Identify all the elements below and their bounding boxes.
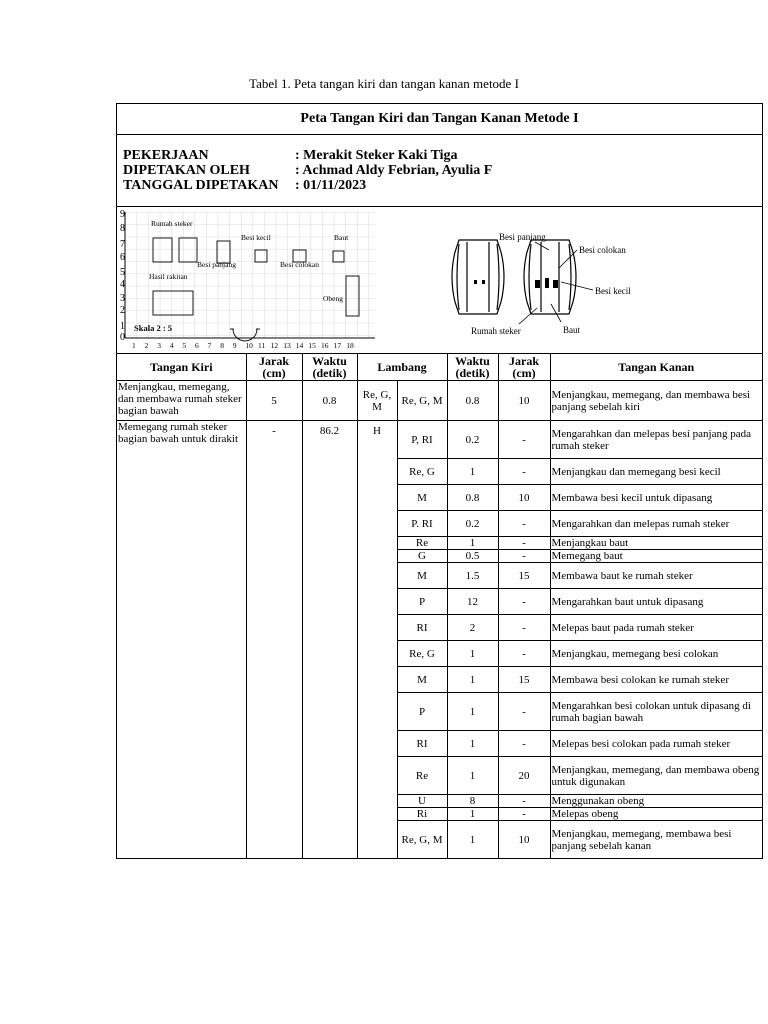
header-jarak-left: Jarak (cm) bbox=[246, 354, 302, 381]
right-desc: Melepas obeng bbox=[550, 808, 762, 821]
assembly-label-besi-kecil: Besi kecil bbox=[595, 286, 631, 296]
info-label-pekerjaan: PEKERJAAN bbox=[123, 148, 209, 163]
right-jarak: - bbox=[498, 641, 550, 667]
right-jarak: - bbox=[498, 589, 550, 615]
y-tick-6: 6 bbox=[120, 252, 125, 263]
x-tick: 14 bbox=[295, 341, 304, 350]
right-lambang: P bbox=[397, 693, 447, 731]
right-desc: Menjangkau, memegang besi colokan bbox=[550, 641, 762, 667]
right-jarak: - bbox=[498, 550, 550, 563]
right-desc: Mengarahkan dan melepas rumah steker bbox=[550, 511, 762, 537]
right-desc: Melepas baut pada rumah steker bbox=[550, 615, 762, 641]
right-desc: Memegang baut bbox=[550, 550, 762, 563]
right-lambang: U bbox=[397, 795, 447, 808]
right-lambang: Re bbox=[397, 757, 447, 795]
right-lambang: M bbox=[397, 667, 447, 693]
left-waktu: 86.2 bbox=[302, 421, 357, 859]
label-baut: Baut bbox=[334, 233, 349, 242]
right-lambang: Re bbox=[397, 537, 447, 550]
right-desc: Menjangkau, memegang, dan membawa besi panjang sebelah kiri bbox=[550, 381, 762, 421]
left-lambang: Re, G, M bbox=[357, 381, 397, 421]
table-row bbox=[117, 381, 762, 421]
left-waktu: 0.8 bbox=[302, 381, 357, 421]
y-tick-1: 1 bbox=[120, 321, 125, 332]
right-jarak: - bbox=[498, 421, 550, 459]
right-desc: Menjangkau baut bbox=[550, 537, 762, 550]
x-tick: 17 bbox=[333, 341, 342, 350]
x-tick: 13 bbox=[283, 341, 291, 350]
x-tick: 3 bbox=[157, 341, 161, 350]
right-waktu: 1 bbox=[447, 808, 498, 821]
right-waktu: 8 bbox=[447, 795, 498, 808]
right-jarak: - bbox=[498, 511, 550, 537]
right-waktu: 0.8 bbox=[447, 381, 498, 421]
right-waktu: 1 bbox=[447, 641, 498, 667]
assembly-label-besi-panjang: Besi panjang bbox=[499, 232, 546, 242]
x-tick: 16 bbox=[321, 341, 329, 350]
left-right-hand-table bbox=[117, 353, 762, 859]
right-waktu: 0.5 bbox=[447, 550, 498, 563]
right-waktu: 1 bbox=[447, 821, 498, 859]
x-tick: 15 bbox=[308, 341, 316, 350]
label-besi-panjang: Besi panjang bbox=[197, 260, 236, 269]
x-tick: 6 bbox=[195, 341, 199, 350]
header-lambang: Lambang bbox=[357, 354, 447, 381]
left-desc: Memegang rumah steker bagian bawah untuk dirakit bbox=[117, 421, 246, 859]
right-jarak: 15 bbox=[498, 563, 550, 589]
info-label-tanggal: TANGGAL DIPETAKAN bbox=[123, 178, 279, 193]
left-lambang: H bbox=[357, 421, 397, 859]
right-lambang: Re, G, M bbox=[397, 821, 447, 859]
right-lambang: M bbox=[397, 485, 447, 511]
x-tick: 8 bbox=[220, 341, 224, 350]
right-desc: Membawa besi kecil untuk dipasang bbox=[550, 485, 762, 511]
right-waktu: 1 bbox=[447, 693, 498, 731]
right-desc: Mengarahkan baut untuk dipasang bbox=[550, 589, 762, 615]
right-jarak: - bbox=[498, 808, 550, 821]
right-desc: Membawa besi colokan ke rumah steker bbox=[550, 667, 762, 693]
header-waktu-right: Waktu (detik) bbox=[447, 354, 498, 381]
x-tick: 5 bbox=[182, 341, 187, 350]
right-lambang: P. RI bbox=[397, 511, 447, 537]
label-obeng: Obeng bbox=[323, 294, 343, 303]
label-besi-colokan: Besi colokan bbox=[280, 260, 319, 269]
x-tick: 18 bbox=[346, 341, 354, 350]
x-tick: 1 bbox=[132, 341, 136, 350]
left-jarak: 5 bbox=[246, 381, 302, 421]
right-jarak: - bbox=[498, 615, 550, 641]
y-tick-2: 2 bbox=[120, 305, 125, 316]
right-waktu: 12 bbox=[447, 589, 498, 615]
info-value-pekerjaan: : Merakit Steker Kaki Tiga bbox=[295, 148, 458, 163]
table-header-row bbox=[117, 354, 762, 381]
right-lambang: M bbox=[397, 563, 447, 589]
x-tick: 7 bbox=[207, 341, 212, 350]
x-tick: 11 bbox=[258, 341, 266, 350]
right-lambang: Ri bbox=[397, 808, 447, 821]
y-tick-8: 8 bbox=[120, 223, 125, 234]
label-rumah-steker: Rumah steker bbox=[151, 219, 193, 228]
assembly-label-rumah-steker: Rumah steker bbox=[471, 326, 521, 336]
right-jarak: - bbox=[498, 795, 550, 808]
right-jarak: - bbox=[498, 537, 550, 550]
right-waktu: 0.8 bbox=[447, 485, 498, 511]
x-tick: 12 bbox=[270, 341, 279, 350]
right-lambang: P bbox=[397, 589, 447, 615]
header-tangan-kiri: Tangan Kiri bbox=[117, 354, 246, 381]
right-desc: Menjangkau dan memegang besi kecil bbox=[550, 459, 762, 485]
info-value-dipetakan-oleh: : Achmad Aldy Febrian, Ayulia F bbox=[295, 163, 493, 178]
label-besi-kecil: Besi kecil bbox=[241, 233, 271, 242]
y-tick-3: 3 bbox=[120, 293, 125, 304]
right-desc: Melepas besi colokan pada rumah steker bbox=[550, 731, 762, 757]
y-tick-7: 7 bbox=[120, 239, 125, 250]
right-waktu: 0.2 bbox=[447, 421, 498, 459]
info-value-tanggal: : 01/11/2023 bbox=[295, 178, 367, 193]
table-caption: Tabel 1. Peta tangan kiri dan tangan kanan metode I bbox=[249, 76, 519, 91]
x-tick: 4 bbox=[169, 341, 174, 350]
y-tick-5: 5 bbox=[120, 267, 125, 278]
right-waktu: 1 bbox=[447, 667, 498, 693]
right-jarak: 10 bbox=[498, 381, 550, 421]
right-waktu: 1 bbox=[447, 459, 498, 485]
assembly-illustration bbox=[437, 222, 757, 347]
right-waktu: 2 bbox=[447, 615, 498, 641]
y-tick-4: 4 bbox=[120, 279, 125, 290]
y-tick-9: 9 bbox=[120, 209, 125, 220]
right-jarak: - bbox=[498, 459, 550, 485]
right-waktu: 1.5 bbox=[447, 563, 498, 589]
work-chart-frame bbox=[116, 103, 763, 859]
workstation-layout-map bbox=[119, 209, 377, 350]
right-desc: Membawa baut ke rumah steker bbox=[550, 563, 762, 589]
right-desc: Menggunakan obeng bbox=[550, 795, 762, 808]
right-desc: Menjangkau, memegang, dan membawa obeng untuk digunakan bbox=[550, 757, 762, 795]
right-waktu: 1 bbox=[447, 757, 498, 795]
assembly-label-besi-colokan: Besi colokan bbox=[579, 245, 626, 255]
right-lambang: Re, G, M bbox=[397, 381, 447, 421]
label-skala: Skala 2 : 5 bbox=[134, 323, 173, 333]
header-waktu-left: Waktu (detik) bbox=[302, 354, 357, 381]
right-desc: Mengarahkan besi colokan untuk dipasang di rumah bagian bawah bbox=[550, 693, 762, 731]
left-jarak: - bbox=[246, 421, 302, 859]
right-waktu: 1 bbox=[447, 537, 498, 550]
chart-title: Peta Tangan Kiri dan Tangan Kanan Metode I bbox=[117, 104, 762, 135]
layout-figures bbox=[117, 207, 762, 353]
right-desc: Mengarahkan dan melepas besi panjang pada rumah steker bbox=[550, 421, 762, 459]
x-tick: 2 bbox=[144, 341, 149, 350]
right-lambang: RI bbox=[397, 615, 447, 641]
x-tick: 10 bbox=[245, 341, 253, 350]
right-lambang: RI bbox=[397, 731, 447, 757]
right-jarak: 10 bbox=[498, 821, 550, 859]
header-jarak-right: Jarak (cm) bbox=[498, 354, 550, 381]
info-label-dipetakan-oleh: DIPETAKAN OLEH bbox=[123, 163, 250, 178]
right-jarak: 20 bbox=[498, 757, 550, 795]
right-lambang: Re, G bbox=[397, 641, 447, 667]
right-waktu: 1 bbox=[447, 731, 498, 757]
right-jarak: 10 bbox=[498, 485, 550, 511]
right-waktu: 0.2 bbox=[447, 511, 498, 537]
assembly-label-baut: Baut bbox=[563, 325, 580, 335]
table-row bbox=[117, 421, 762, 459]
right-lambang: Re, G bbox=[397, 459, 447, 485]
right-jarak: - bbox=[498, 731, 550, 757]
header-tangan-kanan: Tangan Kanan bbox=[550, 354, 762, 381]
right-lambang: G bbox=[397, 550, 447, 563]
right-lambang: P, RI bbox=[397, 421, 447, 459]
info-block bbox=[123, 148, 492, 193]
y-tick-0: 0 bbox=[120, 332, 125, 343]
right-desc: Menjangkau, memegang, membawa besi panjang sebelah kanan bbox=[550, 821, 762, 859]
right-jarak: 15 bbox=[498, 667, 550, 693]
x-tick: 9 bbox=[232, 341, 237, 350]
right-jarak: - bbox=[498, 693, 550, 731]
label-hasil-rakitan: Hasil rakitan bbox=[149, 272, 188, 281]
left-desc: Menjangkau, memegang, dan membawa rumah steker bagian bawah bbox=[117, 381, 246, 421]
